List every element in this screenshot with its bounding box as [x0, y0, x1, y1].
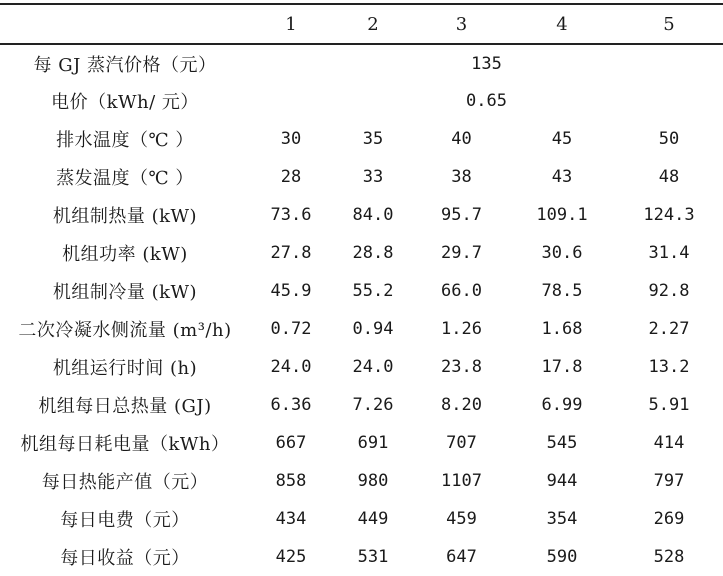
value-cell: 31.4	[648, 243, 690, 263]
heat-pump-economics-table	[0, 3, 723, 576]
value-cell: 531	[357, 547, 389, 567]
header-cell-case-1: 1	[250, 4, 332, 44]
header-cell-case-5: 5	[615, 4, 723, 44]
value-cell: 1.68	[541, 319, 583, 339]
value-cell: 30	[280, 129, 302, 149]
merged-value-cell: 0.65	[466, 91, 507, 111]
value-cell: 980	[357, 471, 389, 491]
table-row	[0, 462, 723, 500]
value-cell: 40	[451, 129, 472, 149]
value-cell: 354	[546, 509, 578, 529]
value-cell: 647	[446, 547, 477, 567]
value-cell: 2.27	[648, 319, 690, 339]
value-cell: 73.6	[270, 205, 312, 225]
value-cell: 269	[653, 509, 685, 529]
value-cell: 23.8	[441, 357, 482, 377]
row-label: 二次冷凝水侧流量 (m³/h)	[18, 320, 232, 341]
value-cell: 707	[446, 433, 477, 453]
value-cell: 43	[551, 167, 573, 187]
value-cell: 528	[653, 547, 685, 567]
table-row	[0, 196, 723, 234]
table-row	[0, 348, 723, 386]
value-cell: 0.72	[270, 319, 312, 339]
data-table-container	[0, 3, 723, 576]
row-label: 每日电费（元）	[60, 510, 190, 531]
row-label: 每 GJ 蒸汽价格（元）	[33, 54, 217, 76]
value-cell: 55.2	[352, 281, 394, 301]
row-label: 机组制冷量 (kW)	[52, 282, 198, 303]
row-label: 机组功率 (kW)	[62, 244, 188, 265]
table-row-electricity-price	[0, 82, 723, 120]
value-cell: 48	[658, 167, 680, 187]
value-cell: 33	[362, 167, 384, 187]
value-cell: 27.8	[270, 243, 312, 263]
value-cell: 667	[275, 433, 307, 453]
header-cell-blank	[0, 4, 250, 44]
table-body	[0, 44, 723, 576]
row-label: 机组制热量 (kW)	[52, 206, 198, 227]
row-label: 机组每日耗电量（kWh）	[20, 434, 230, 455]
value-cell: 425	[275, 547, 307, 567]
value-cell: 30.6	[541, 243, 583, 263]
value-cell: 95.7	[441, 205, 482, 225]
table-row-steam-price	[0, 44, 723, 82]
value-cell: 45	[551, 129, 573, 149]
value-cell: 24.0	[270, 357, 312, 377]
value-cell: 545	[546, 433, 578, 453]
value-cell: 414	[653, 433, 685, 453]
value-cell: 17.8	[541, 357, 583, 377]
row-label: 蒸发温度（℃ ）	[56, 168, 194, 189]
value-cell: 797	[653, 471, 685, 491]
value-cell: 449	[357, 509, 389, 529]
value-cell: 13.2	[648, 357, 690, 377]
value-cell: 0.94	[352, 319, 394, 339]
value-cell: 38	[451, 167, 472, 187]
value-cell: 7.26	[352, 395, 394, 415]
value-cell: 434	[275, 509, 307, 529]
table-row	[0, 310, 723, 348]
value-cell: 45.9	[270, 281, 312, 301]
row-label: 每日热能产值（元）	[41, 472, 209, 493]
value-cell: 1.26	[441, 319, 482, 339]
header-cell-case-4: 4	[509, 4, 615, 44]
value-cell: 1107	[441, 471, 482, 491]
row-label: 机组每日总热量 (GJ)	[38, 396, 212, 417]
value-cell: 124.3	[643, 205, 695, 225]
value-cell: 691	[357, 433, 389, 453]
value-cell: 944	[546, 471, 578, 491]
value-cell: 35	[362, 129, 384, 149]
merged-value-cell: 135	[471, 53, 502, 74]
value-cell: 459	[446, 509, 477, 529]
table-row	[0, 386, 723, 424]
table-row	[0, 272, 723, 310]
value-cell: 6.99	[541, 395, 583, 415]
row-label: 每日收益（元）	[60, 548, 190, 569]
value-cell: 28.8	[352, 243, 394, 263]
row-label: 电价（kWh/ 元）	[51, 92, 199, 113]
table-row	[0, 158, 723, 196]
value-cell: 92.8	[648, 281, 690, 301]
value-cell: 78.5	[541, 281, 583, 301]
table-row	[0, 500, 723, 538]
row-label: 机组运行时间 (h)	[52, 358, 198, 379]
table-row	[0, 538, 723, 576]
table-row	[0, 424, 723, 462]
table-header	[0, 4, 723, 44]
value-cell: 28	[280, 167, 302, 187]
value-cell: 66.0	[441, 281, 482, 301]
value-cell: 8.20	[441, 395, 482, 415]
header-row	[0, 4, 723, 44]
table-row	[0, 234, 723, 272]
value-cell: 858	[275, 471, 307, 491]
value-cell: 50	[658, 129, 680, 149]
value-cell: 29.7	[441, 243, 482, 263]
value-cell: 5.91	[648, 395, 690, 415]
header-cell-case-3: 3	[414, 4, 509, 44]
value-cell: 84.0	[352, 205, 394, 225]
value-cell: 6.36	[270, 395, 312, 415]
table-row	[0, 120, 723, 158]
value-cell: 24.0	[352, 357, 394, 377]
value-cell: 590	[546, 547, 578, 567]
value-cell: 109.1	[536, 205, 588, 225]
header-cell-case-2: 2	[332, 4, 414, 44]
row-label: 排水温度（℃ ）	[56, 130, 194, 151]
